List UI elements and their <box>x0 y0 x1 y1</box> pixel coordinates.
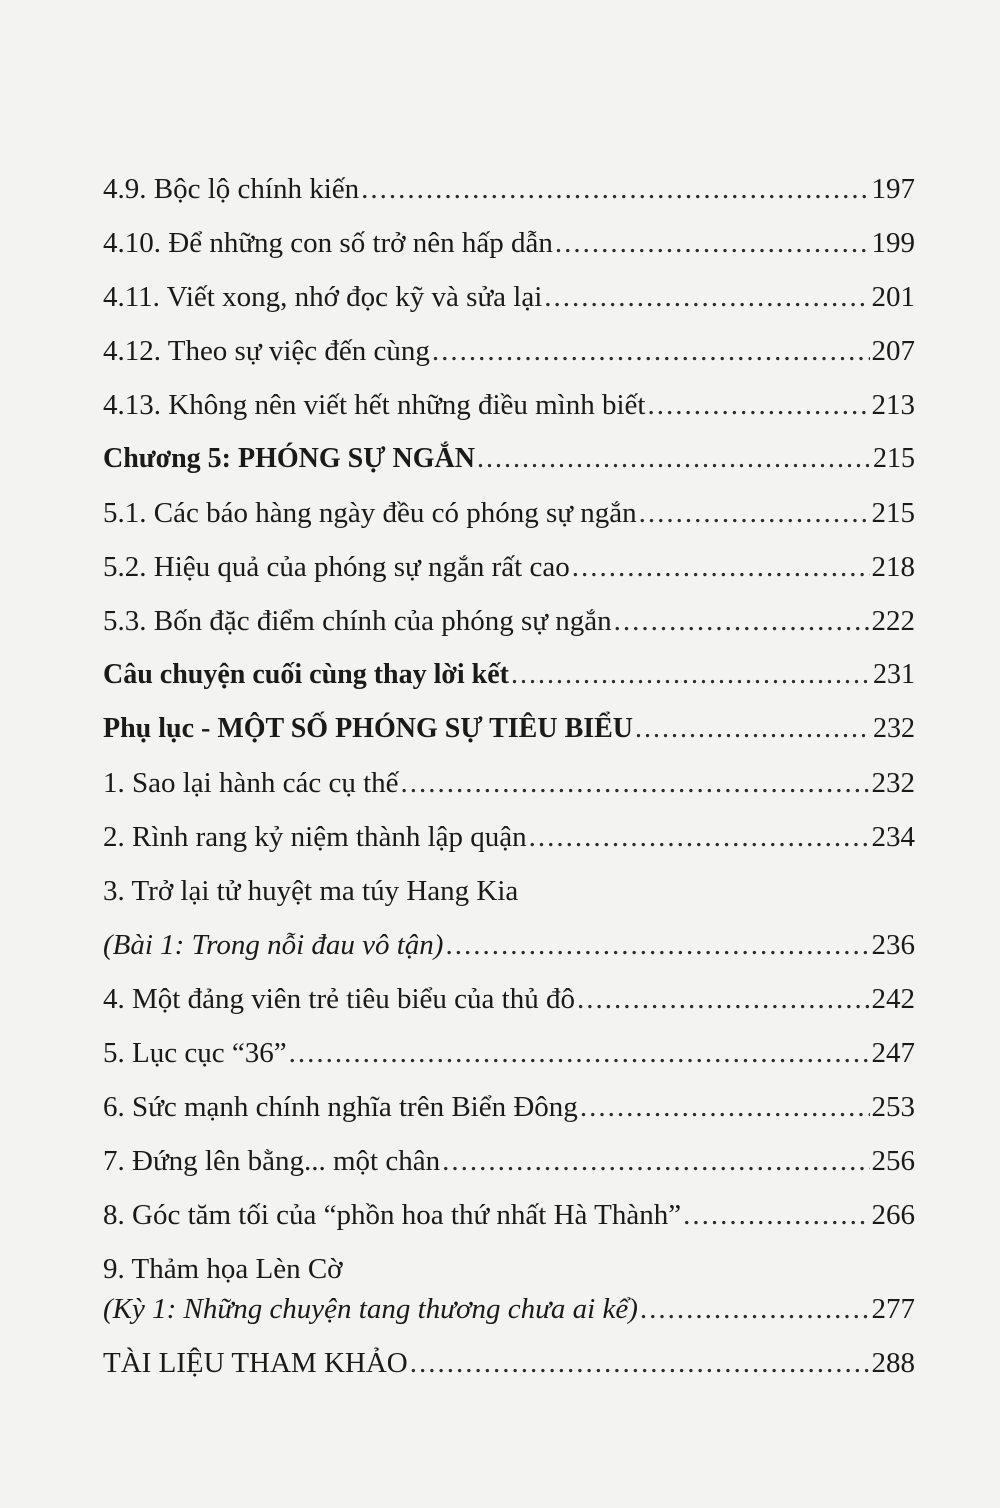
toc-page-number: 232 <box>871 767 915 799</box>
toc-leader-dots <box>511 658 871 692</box>
toc-leader-dots <box>477 442 871 476</box>
toc-entry-subtitle <box>103 928 915 982</box>
toc-leader-dots <box>289 1036 870 1070</box>
toc-entry <box>103 334 915 388</box>
toc-leader-dots <box>544 280 869 314</box>
toc-page-number: 288 <box>871 1347 915 1379</box>
toc-leader-dots <box>572 550 870 584</box>
toc-entry-subtitle <box>103 1292 915 1346</box>
toc-leader-dots <box>445 928 869 962</box>
toc-entry <box>103 1346 915 1400</box>
toc-entry-title: 1. Sao lại hành các cụ thế <box>103 767 399 799</box>
toc-entry <box>103 1198 915 1252</box>
toc-entry <box>103 1036 915 1090</box>
toc-page-number: 277 <box>871 1293 915 1325</box>
toc-entry <box>103 604 915 658</box>
toc-entry <box>103 226 915 280</box>
toc-entry-title: 4. Một đảng viên trẻ tiêu biểu của thủ đô <box>103 983 575 1015</box>
toc-entry-title: Câu chuyện cuối cùng thay lời kết <box>103 659 509 690</box>
toc-page-number: 231 <box>873 659 915 690</box>
toc-leader-dots <box>640 1292 870 1326</box>
toc-page-number: 236 <box>871 929 915 961</box>
toc-leader-dots <box>361 172 869 206</box>
toc-page-number: 232 <box>873 713 915 744</box>
toc-leader-dots <box>555 226 870 260</box>
toc-leader-dots <box>401 766 870 800</box>
toc-entry-title: 4.13. Không nên viết hết những điều mình biết <box>103 389 646 421</box>
toc-entry-title: Chương 5: PHÓNG SỰ NGẮN <box>103 443 475 474</box>
toc-entry-title: (Kỳ 1: Những chuyện tang thương chưa ai kể) <box>103 1293 638 1325</box>
toc-leader-dots <box>580 1090 870 1124</box>
toc-leader-dots <box>647 388 869 422</box>
toc-page-number: 222 <box>871 605 915 637</box>
toc-entry <box>103 874 915 928</box>
toc-page-number: 197 <box>871 173 915 205</box>
toc-entry <box>103 550 915 604</box>
toc-entry <box>103 388 915 442</box>
toc-entry <box>103 1144 915 1198</box>
toc-page-number: 199 <box>871 227 915 259</box>
toc-entry <box>103 496 915 550</box>
toc-page-number: 218 <box>871 551 915 583</box>
toc-entry-title: 5.2. Hiệu quả của phóng sự ngắn rất cao <box>103 551 570 583</box>
toc-entry-title: 2. Rình rang kỷ niệm thành lập quận <box>103 821 527 853</box>
toc-entry <box>103 982 915 1036</box>
toc-page-number: 247 <box>871 1037 915 1069</box>
toc-leader-dots <box>577 982 870 1016</box>
toc-chapter-heading <box>103 658 915 712</box>
table-of-contents <box>103 172 915 1400</box>
toc-leader-dots <box>683 1198 869 1232</box>
toc-entry <box>103 1090 915 1144</box>
toc-page-number: 201 <box>871 281 915 313</box>
toc-leader-dots <box>635 712 871 746</box>
toc-entry <box>103 820 915 874</box>
toc-entry-title: 3. Trở lại tử huyệt ma túy Hang Kia <box>103 875 519 907</box>
toc-page-number: 242 <box>871 983 915 1015</box>
toc-entry-title: 4.11. Viết xong, nhớ đọc kỹ và sửa lại <box>103 281 543 313</box>
toc-leader-dots <box>529 820 870 854</box>
toc-page-number: 215 <box>873 443 915 474</box>
toc-entry-title: Phụ lục - MỘT SỐ PHÓNG SỰ TIÊU BIỂU <box>103 713 634 744</box>
toc-entry-title: 9. Thảm họa Lèn Cờ <box>103 1253 343 1285</box>
toc-entry <box>103 766 915 820</box>
toc-entry <box>103 280 915 334</box>
toc-entry-title: 4.9. Bộc lộ chính kiến <box>103 173 360 205</box>
toc-entry-title: 6. Sức mạnh chính nghĩa trên Biển Đông <box>103 1091 578 1123</box>
toc-entry-title: 4.10. Để những con số trở nên hấp dẫn <box>103 227 553 259</box>
toc-page-number: 207 <box>871 335 915 367</box>
toc-leader-dots <box>432 334 870 368</box>
toc-page-number: 253 <box>871 1091 915 1123</box>
toc-page-number: 213 <box>871 389 915 421</box>
toc-entry-title: (Bài 1: Trong nỗi đau vô tận) <box>103 929 444 961</box>
toc-entry <box>103 1252 915 1292</box>
toc-entry <box>103 172 915 226</box>
toc-page-number: 234 <box>871 821 915 853</box>
toc-page-number: 215 <box>871 497 915 529</box>
toc-leader-dots <box>614 604 870 638</box>
toc-entry-title: 4.12. Theo sự việc đến cùng <box>103 335 430 367</box>
toc-page-number: 266 <box>871 1199 915 1231</box>
toc-entry-title: 5. Lục cục “36” <box>103 1037 287 1069</box>
toc-leader-dots <box>639 496 870 530</box>
toc-leader-dots <box>442 1144 869 1178</box>
toc-leader-dots <box>410 1346 870 1380</box>
toc-entry-title: 5.3. Bốn đặc điểm chính của phóng sự ngắn <box>103 605 612 637</box>
toc-chapter-heading <box>103 712 915 766</box>
toc-entry-title: 7. Đứng lên bằng... một chân <box>103 1145 441 1177</box>
toc-chapter-heading <box>103 442 915 496</box>
toc-entry-title: TÀI LIỆU THAM KHẢO <box>103 1347 408 1379</box>
toc-page-number: 256 <box>871 1145 915 1177</box>
toc-entry-title: 8. Góc tăm tối của “phồn hoa thứ nhất Hà Thành” <box>103 1199 682 1231</box>
toc-entry-title: 5.1. Các báo hàng ngày đều có phóng sự ngắn <box>103 497 637 529</box>
